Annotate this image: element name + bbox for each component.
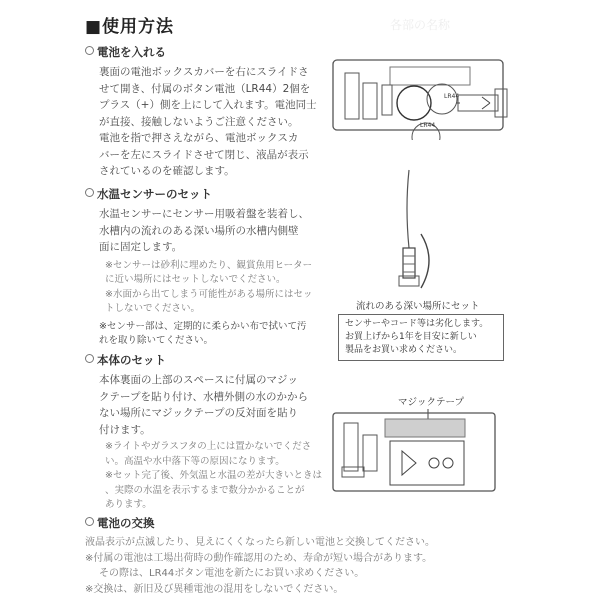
section-heading: 電池の交換	[85, 515, 555, 531]
section-heading: 本体のセット	[85, 352, 415, 368]
warning-box: センサーやコード等は劣化します。 お買上げから1年を目安に新しい 製品をお買い求めください。	[338, 314, 504, 361]
section-notes-dark: ※センサー部は、定期的に柔らかい布で拭いて汚 れを取り除いてください。	[99, 320, 307, 346]
section-body: 裏面の電池ボックスカバーを右にスライドさ せて開き、付属のボタン電池（LR44）2個を プラス（+）側を上にして入れます。電池同士 が直接、接触しないようご注意ください。 電池を指で押さえながら、電池ボックスカ バーを左にスライドさせて閉じ、液晶が表示 されているのを確認します。	[99, 66, 317, 177]
body-set-figure	[330, 405, 500, 495]
section-heading: 電池を入れる	[85, 44, 415, 60]
section-notes: ※センサーは砂利に埋めたり、観賞魚用ヒーター に近い場所にはセットしないでください。 ※水面から出てしまう可能性がある場所にはセッ トしないでください。	[105, 259, 313, 314]
section-heading: 水温センサーのセット	[85, 186, 415, 202]
section-body: 水温センサーにセンサー用吸着盤を装着し、 水槽内の流れのある深い場所の水槽内側壁 面に固定します。	[99, 208, 309, 253]
section-notes: ※ライトやガラスフタの上には置かないでくださ い。高温や水中落下等の原因になります。 ※セット完了後、外気温と水温の差が大きいときは 、実際の水温を表示するまで数分かかることが あります。	[105, 441, 322, 510]
sensor-figure	[385, 168, 455, 298]
section-body: 本体裏面の上部のスペースに付属のマジッ クテープを貼り付け、水槽外側の水のかから ない場所にマジックテープの反対面を貼り 付けます。	[99, 374, 309, 436]
section-body: 液晶表示が点滅したり、見えにくくなったら新しい電池と交換してください。 ※付属の電池は工場出荷時の動作確認用のため、寿命が短い場合があります。 その際は、LR44ボタン電池を新たにお買い求めください。 ※交換は、新旧及び異種電池の混用をしないでください。	[85, 537, 435, 595]
svg-text:LR44: LR44	[420, 122, 436, 129]
section-battery-replace	[85, 515, 555, 597]
battery-box-figure	[330, 55, 515, 140]
sensor-caption: 流れのある深い場所にセット	[356, 301, 480, 312]
page-title: ■使用方法	[85, 17, 175, 37]
velcro-label: マジックテープ	[398, 397, 465, 408]
battery-label: LR44	[444, 93, 460, 100]
faded-heading: 各部の名称	[390, 18, 451, 32]
